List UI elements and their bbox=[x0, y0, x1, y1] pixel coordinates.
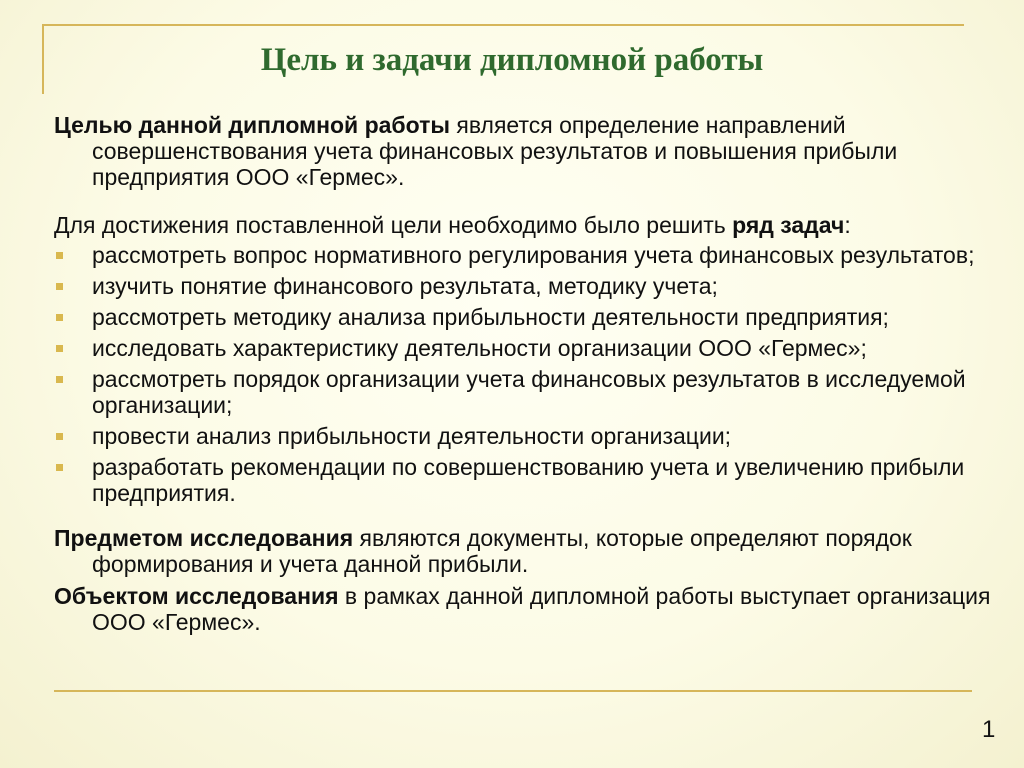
tasks-intro-text: Для достижения поставленной цели необходимо было решить bbox=[54, 212, 733, 238]
bullet-square-icon bbox=[56, 433, 63, 440]
list-item bbox=[54, 242, 994, 268]
task-text: исследовать характеристику деятельности организации ООО «Гермес»; bbox=[92, 335, 867, 361]
task-text: рассмотреть методику анализа прибыльности деятельности предприятия; bbox=[92, 304, 889, 330]
task-text: рассмотреть порядок организации учета финансовых результатов в исследуемой организации; bbox=[92, 366, 966, 418]
subject-text: являются документы, которые определяют порядок формирования и учета данной прибыли. bbox=[92, 525, 912, 577]
tasks-intro-suffix: : bbox=[844, 212, 851, 238]
task-list bbox=[54, 242, 994, 506]
task-text: провести анализ прибыльности деятельности организации; bbox=[92, 423, 732, 449]
bullet-square-icon bbox=[56, 314, 63, 321]
page-number: 1 bbox=[982, 716, 996, 743]
object-paragraph bbox=[54, 583, 994, 635]
task-text: разработать рекомендации по совершенствованию учета и увеличению прибыли предприятия. bbox=[92, 454, 965, 506]
object-text: в рамках данной дипломной работы выступает организация ООО «Гермес». bbox=[92, 583, 991, 635]
list-item bbox=[54, 454, 994, 506]
subject-paragraph bbox=[54, 525, 994, 577]
task-text: изучить понятие финансового результата, методику учета; bbox=[92, 273, 718, 299]
slide-content bbox=[54, 112, 994, 635]
slide-title: Цель и задачи дипломной работы bbox=[260, 42, 764, 78]
list-item bbox=[54, 335, 994, 361]
list-item bbox=[54, 423, 994, 449]
list-item bbox=[54, 273, 994, 299]
bullet-square-icon bbox=[56, 345, 63, 352]
list-item bbox=[54, 304, 994, 330]
goal-bold: Целью данной дипломной работы bbox=[54, 112, 451, 138]
bottom-border-line bbox=[54, 690, 972, 692]
object-bold: Объектом исследования bbox=[54, 583, 339, 609]
tasks-intro bbox=[54, 212, 994, 238]
top-border-line bbox=[42, 24, 964, 26]
goal-paragraph bbox=[54, 112, 994, 190]
subject-bold: Предметом исследования bbox=[54, 525, 354, 551]
bullet-square-icon bbox=[56, 252, 63, 259]
list-item bbox=[54, 366, 994, 418]
bullet-square-icon bbox=[56, 283, 63, 290]
task-text: рассмотреть вопрос нормативного регулирования учета финансовых результатов; bbox=[92, 242, 975, 268]
bullet-square-icon bbox=[56, 464, 63, 471]
goal-text: является определение направлений совершенствования учета финансовых результатов и повышения прибыли предприятия ООО «Гермес». bbox=[92, 112, 898, 190]
tasks-intro-bold: ряд задач bbox=[732, 212, 845, 238]
bullet-square-icon bbox=[56, 376, 63, 383]
